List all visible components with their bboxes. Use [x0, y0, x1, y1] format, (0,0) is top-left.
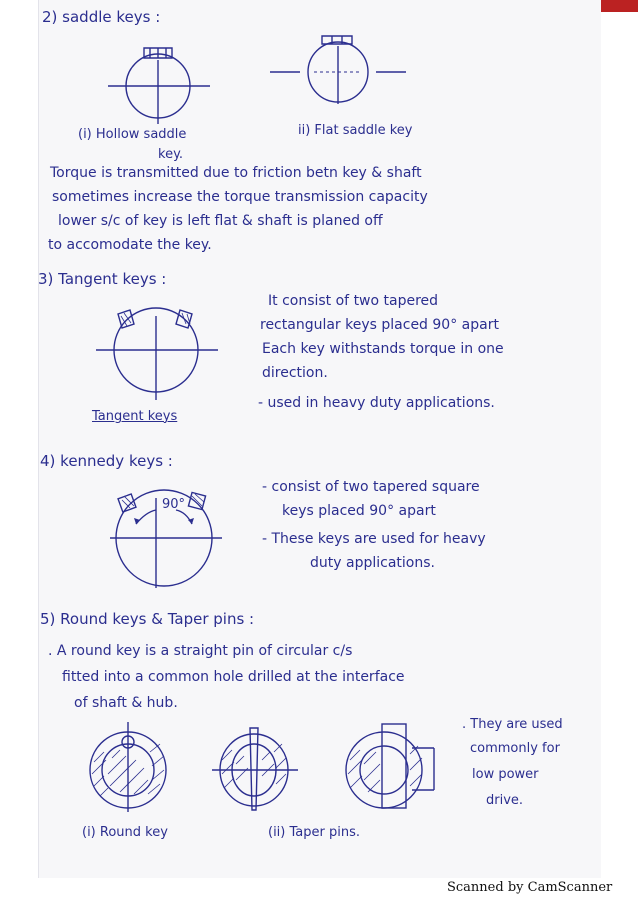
section5-note-line3: low power [472, 767, 539, 782]
section3-text-line2: rectangular keys placed 90° apart [260, 317, 499, 333]
flat-saddle-key-diagram [270, 34, 410, 106]
scanner-watermark: Scanned by CamScanner [447, 880, 613, 895]
caption-flat-saddle: ii) Flat saddle key [298, 123, 413, 138]
tangent-keys-diagram [96, 302, 220, 402]
section5-note-line2: commonly for [470, 741, 560, 756]
section4-bullet1: - consist of two tapered square [262, 479, 480, 495]
taper-pin-side-diagram [342, 720, 438, 816]
section3-bullet: - used in heavy duty applications. [258, 395, 495, 411]
kennedy-angle-label: 90° [162, 497, 186, 512]
caption-hollow-saddle-2: key. [158, 147, 184, 162]
section2-title: 2) saddle keys : [42, 8, 161, 26]
caption-round-key: (i) Round key [82, 825, 168, 840]
section4-title: 4) kennedy keys : [40, 452, 173, 470]
section2-text-line2: sometimes increase the torque transmission capacity [52, 189, 428, 205]
section2-text-line4: to accomodate the key. [48, 237, 212, 253]
section3-title: 3) Tangent keys : [38, 270, 167, 288]
taper-pin-diagram [212, 724, 302, 814]
section5-note-line1: . They are used [462, 717, 563, 732]
caption-hollow-saddle: (i) Hollow saddle [78, 127, 187, 142]
section3-text-line3: Each key withstands torque in one [262, 341, 504, 357]
page-corner-mark [600, 0, 638, 12]
section5-text-line2: fitted into a common hole drilled at the interface [62, 669, 405, 685]
section5-title: 5) Round keys & Taper pins : [40, 610, 255, 628]
section4-bullet2-line2: duty applications. [310, 555, 435, 571]
section5-note-line4: drive. [486, 793, 524, 808]
section3-text-line4: direction. [262, 365, 328, 381]
section3-text-line1: It consist of two tapered [268, 293, 439, 309]
section2-text-line3: lower s/c of key is left flat & shaft is planed off [58, 213, 383, 229]
section2-text-line1: Torque is transmitted due to friction betn key & shaft [50, 165, 422, 181]
round-key-diagram [86, 722, 172, 812]
hollow-saddle-key-diagram [108, 44, 213, 124]
caption-taper-pins: (ii) Taper pins. [268, 825, 360, 840]
section5-text-line3: of shaft & hub. [74, 695, 178, 711]
section4-bullet2: - These keys are used for heavy [262, 531, 486, 547]
caption-tangent-keys: Tangent keys [92, 409, 178, 424]
section5-text-line1: . A round key is a straight pin of circular c/s [48, 643, 353, 659]
section4-bullet1-line2: keys placed 90° apart [282, 503, 436, 519]
